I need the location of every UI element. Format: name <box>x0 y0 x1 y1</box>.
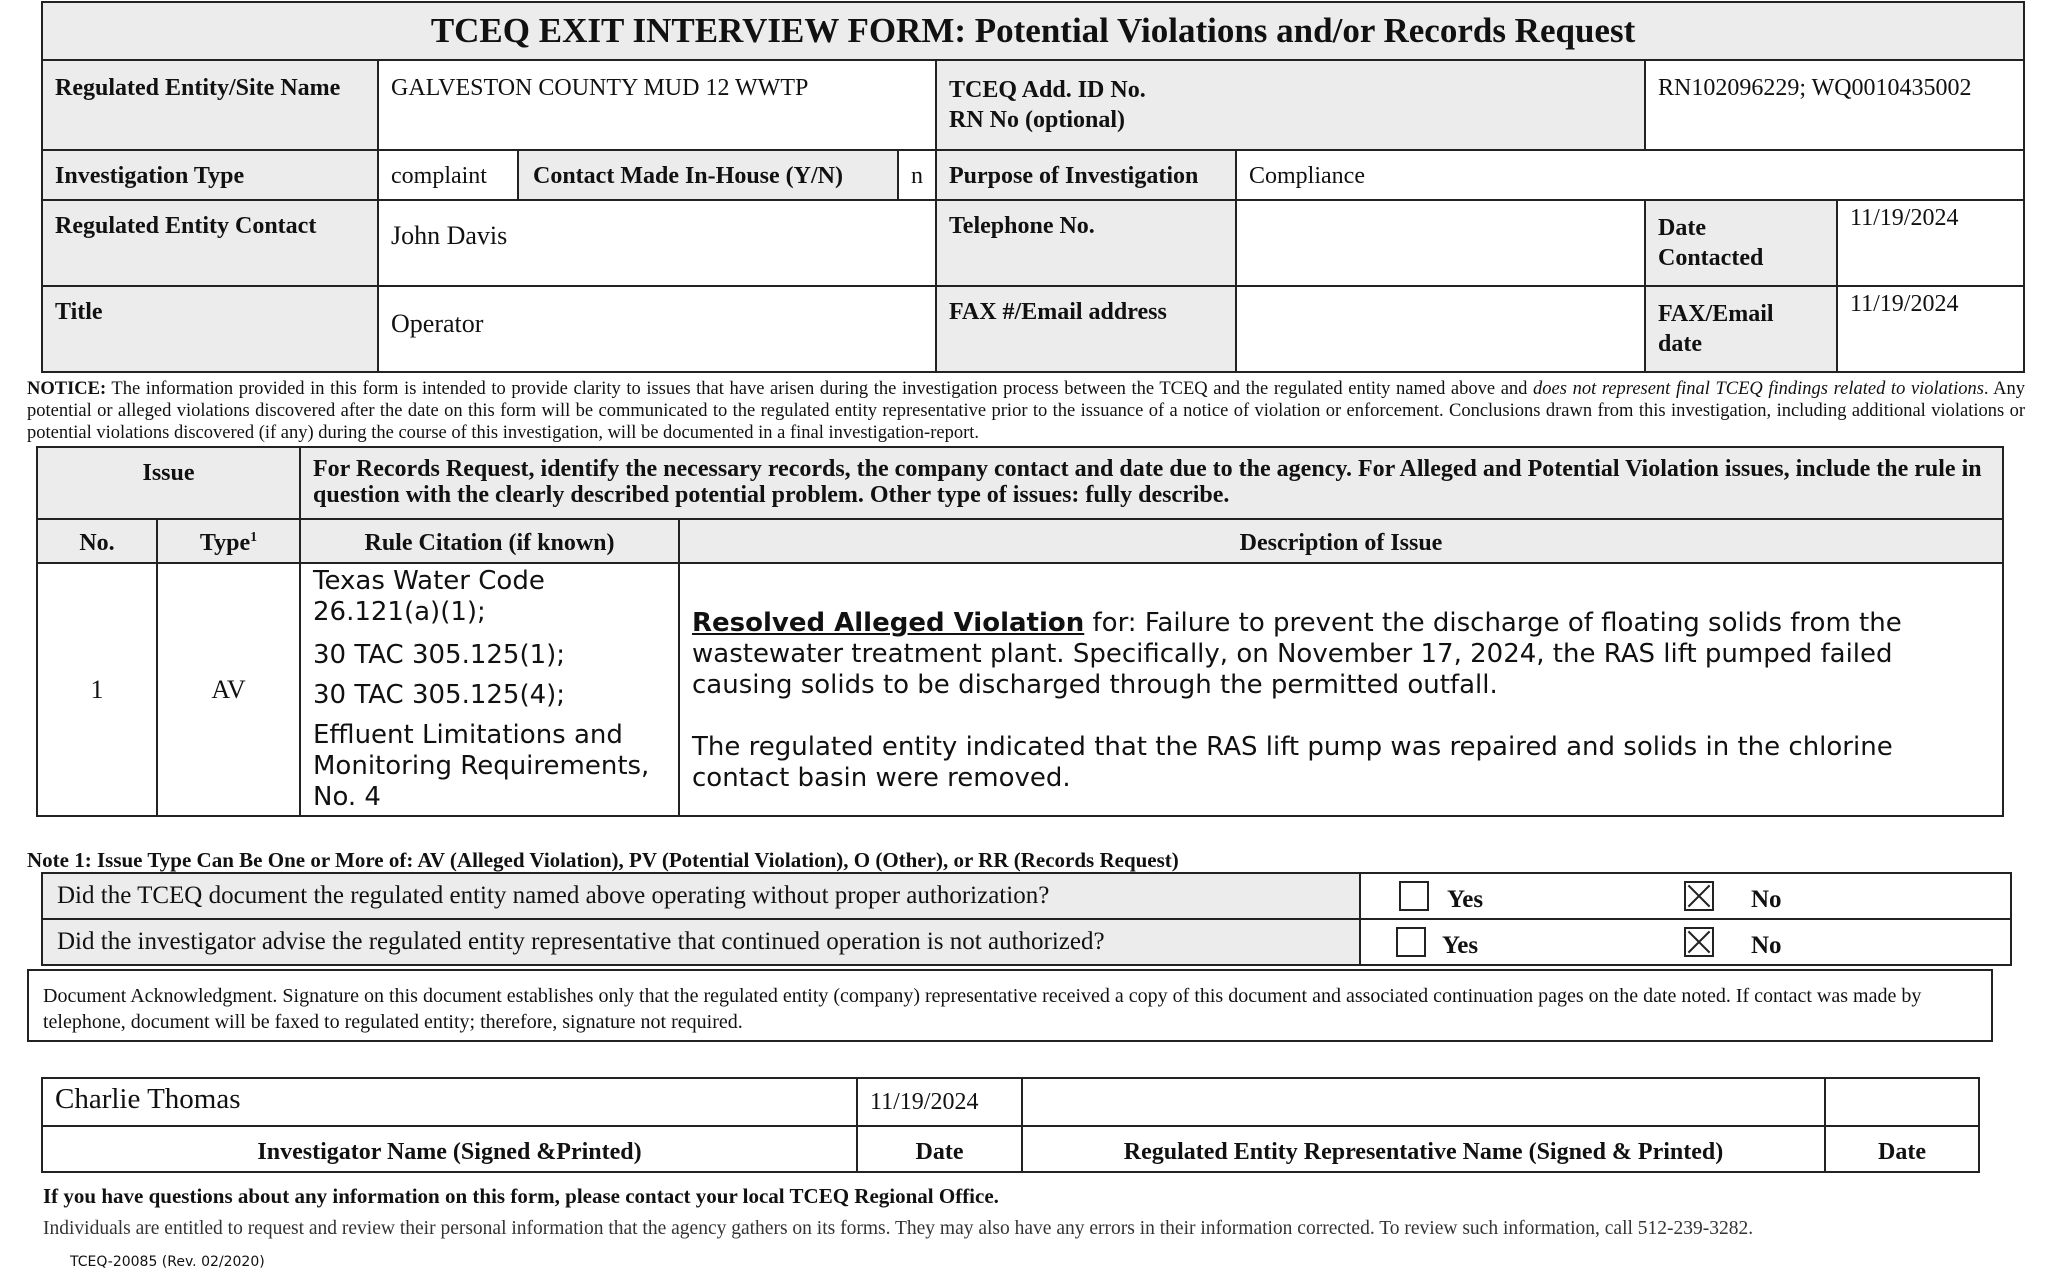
rep-signature <box>1022 1078 1825 1126</box>
desc-paragraph-1 <box>692 608 1990 701</box>
notice-body-1: The information provided in this form is intended to provide clarity to issues that have arisen during the investigation process between the TCEQ and the regulated entity named above and <box>106 379 1534 399</box>
issues-table <box>36 446 2004 817</box>
fax-value <box>1236 286 1645 372</box>
investigator-name-label: Investigator Name (Signed &Printed) <box>42 1126 857 1172</box>
add-id-label-line1: TCEQ Add. ID No. <box>949 77 1146 103</box>
form-title: TCEQ EXIT INTERVIEW FORM: Potential Violations and/or Records Request <box>42 2 2024 60</box>
add-id-label-line2: RN No (optional) <box>949 107 1126 133</box>
telephone-label: Telephone No. <box>936 200 1236 286</box>
fax-date-label-line2: date <box>1658 331 1702 357</box>
no-label: No <box>1751 932 1782 959</box>
yes-label: Yes <box>1447 886 1484 913</box>
footer-privacy: Individuals are entitled to request and review their personal information that the agency gathers on its forms. They may also have any errors in their information corrected. To review such information, call 512-239-3282. <box>43 1218 1754 1239</box>
rule-citation: Effluent Limitations and Monitoring Requirements, No. 4 <box>313 720 650 812</box>
col-type-label: Type <box>199 530 251 556</box>
investigation-type-value: complaint <box>378 150 518 200</box>
title-value: Operator <box>378 286 936 372</box>
no-label: No <box>1751 886 1782 913</box>
fax-date-label <box>1645 286 1837 372</box>
note-1: Note 1: Issue Type Can Be One or More of: AV (Alleged Violation), PV (Potential Violation), O (Other), or RR (Records Request) <box>27 848 1179 872</box>
investigator-date-label: Date <box>857 1126 1022 1172</box>
rep-name-label: Regulated Entity Representative Name (Signed & Printed) <box>1022 1126 1825 1172</box>
desc-paragraph-2: The regulated entity indicated that the RAS lift pump was repaired and solids in the chlorine contact basin were removed. <box>692 732 1893 793</box>
issue-description <box>679 563 2003 816</box>
fax-date-value: 11/19/2024 <box>1837 286 2024 372</box>
issue-type: AV <box>157 563 300 816</box>
header-table <box>41 1 2025 373</box>
table-row <box>37 563 2003 816</box>
investigator-signature: Charlie Thomas <box>42 1078 857 1126</box>
fax-date-label-line1: FAX/Email <box>1658 301 1774 327</box>
question-text: Did the investigator advise the regulated entity representative that continued operation is not authorized? <box>42 919 1360 965</box>
rep-date <box>1825 1078 1979 1126</box>
question-text: Did the TCEQ document the regulated entity named above operating without proper authorization? <box>42 873 1360 919</box>
no-checkbox[interactable] <box>1684 927 1714 957</box>
notice-body-2: . Any potential or alleged violations discovered after the date on this form will be communicated to the regulated entity representative prior to the issuance of a notice of violation or enforcement. Conclusions drawn from this investigation, including additional violations or potential violations discovered (if any) during the course of this investigation, will be documented in a final investigation-report. <box>27 379 2026 443</box>
contact-label: Regulated Entity Contact <box>42 200 378 286</box>
question-row <box>42 873 2011 919</box>
notice-text <box>27 378 2025 444</box>
rule-citation: 30 TAC 305.125(1); <box>313 640 566 670</box>
contact-value: John Davis <box>378 200 936 286</box>
add-id-label <box>936 60 1645 150</box>
issue-header: Issue <box>37 447 300 519</box>
col-type-header <box>157 519 300 563</box>
purpose-value: Compliance <box>1236 150 2024 200</box>
question-answers <box>1360 919 2011 965</box>
questions-table <box>41 872 2012 966</box>
date-contacted-label-line1: Date <box>1658 215 1706 241</box>
col-no-header: No. <box>37 519 157 563</box>
question-answers <box>1360 873 2011 919</box>
notice-label: NOTICE: <box>27 379 107 399</box>
purpose-label: Purpose of Investigation <box>936 150 1236 200</box>
notice-italic: does not represent final TCEQ findings related to violations <box>1533 379 1984 399</box>
contact-inhouse-label: Contact Made In-House (Y/N) <box>518 150 898 200</box>
date-contacted-label <box>1645 200 1837 286</box>
col-type-footnote: 1 <box>250 530 258 545</box>
desc-heading-tail: for: Failure to prevent the discharge of floating solids from the wastewater treatment plant. Specifically, on November 17, 2024, the RAS lift pumped failed causing solids to be discharged through the permitted outfall. <box>692 608 1902 700</box>
acknowledgment-box: Document Acknowledgment. Signature on this document establishes only that the regulated entity (company) representative received a copy of this document and associated continuation pages on the date noted. If contact was made by telephone, document will be faxed to regulated entity; therefore, signature not required. <box>27 969 1993 1042</box>
rep-date-label: Date <box>1825 1126 1979 1172</box>
col-desc-header: Description of Issue <box>679 519 2003 563</box>
fax-label: FAX #/Email address <box>936 286 1236 372</box>
question-row <box>42 919 2011 965</box>
date-contacted-label-line2: Contacted <box>1658 245 1764 271</box>
yes-checkbox[interactable] <box>1399 881 1429 911</box>
col-rule-header: Rule Citation (if known) <box>300 519 679 563</box>
footer-questions: If you have questions about any information on this form, please contact your local TCEQ Regional Office. <box>43 1184 999 1208</box>
date-contacted-value: 11/19/2024 <box>1837 200 2024 286</box>
issue-instructions: For Records Request, identify the necessary records, the company contact and date due to the agency. For Alleged and Potential Violation issues, include the rule in question with the clearly described potential problem. Other type of issues: fully describe. <box>300 447 2003 519</box>
no-checkbox[interactable] <box>1684 881 1714 911</box>
contact-inhouse-value: n <box>898 150 936 200</box>
rule-citation: Texas Water Code 26.121(a)(1); <box>313 566 545 627</box>
site-name-label: Regulated Entity/Site Name <box>42 60 378 150</box>
investigator-date: 11/19/2024 <box>857 1078 1022 1126</box>
site-name-value: GALVESTON COUNTY MUD 12 WWTP <box>378 60 936 150</box>
investigation-type-label: Investigation Type <box>42 150 378 200</box>
issue-rule-citations <box>300 563 679 816</box>
add-id-value: RN102096229; WQ0010435002 <box>1645 60 2024 150</box>
issue-no: 1 <box>37 563 157 816</box>
footer-form-number: TCEQ-20085 (Rev. 02/2020) <box>70 1254 265 1270</box>
yes-checkbox[interactable] <box>1396 927 1426 957</box>
yes-label: Yes <box>1442 932 1479 959</box>
signature-table <box>41 1077 1980 1173</box>
telephone-value <box>1236 200 1645 286</box>
desc-heading: Resolved Alleged Violation <box>692 608 1085 638</box>
rule-citation: 30 TAC 305.125(4); <box>313 680 566 710</box>
title-label: Title <box>42 286 378 372</box>
